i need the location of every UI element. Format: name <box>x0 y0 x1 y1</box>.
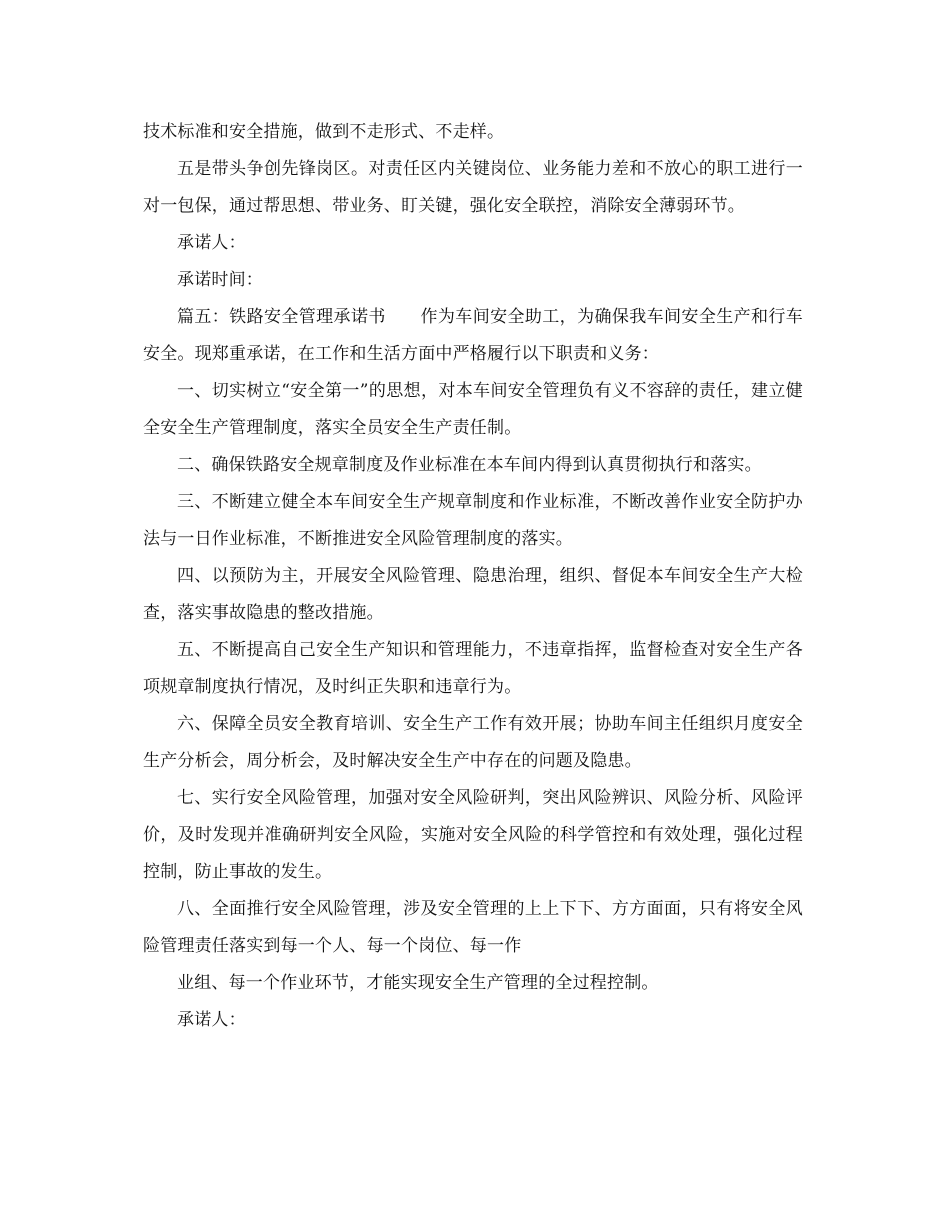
commitment-item-2: 二、确保铁路安全规章制度及作业标准在本车间内得到认真贯彻执行和落实。 <box>177 455 762 475</box>
document-body <box>143 114 803 1039</box>
signatory-label: 承诺人： <box>177 233 246 253</box>
commitment-item-6: 六、保障全员安全教育培训、安全生产工作有效开展；协助车间主任组织月度安全生产分析会，周分析会，及时解决安全生产中存在的问题及隐患。 <box>143 714 803 771</box>
commitment-item-8: 八、全面推行安全风险管理，涉及安全管理的上上下下、方方面面，只有将安全风险管理责任落实到每一个人、每一个岗位、每一作 <box>143 899 803 956</box>
paragraph-continuation: 技术标准和安全措施，做到不走形式、不走样。 <box>143 122 505 142</box>
section-five-intro: 篇五：铁路安全管理承诺书 作为车间安全助工，为确保我车间安全生产和行车安全。现郑重承诺，在工作和生活方面中严格履行以下职责和义务： <box>143 307 803 364</box>
commitment-item-7: 七、实行安全风险管理，加强对安全风险研判，突出风险辨识、风险分析、风险评价，及时发现并准确研判安全风险，实施对安全风险的科学管控和有效处理，强化过程控制，防止事故的发生。 <box>143 788 803 882</box>
commitment-item-8-continued: 业组、每一个作业环节，才能实现安全生产管理的全过程控制。 <box>177 973 659 993</box>
paragraph-item-five: 五是带头争创先锋岗区。对责任区内关键岗位、业务能力差和不放心的职工进行一对一包保，通过帮思想、带业务、盯关键，强化安全联控，消除安全薄弱环节。 <box>143 159 803 216</box>
signatory-label-final: 承诺人： <box>177 1010 246 1030</box>
commitment-item-4: 四、以预防为主，开展安全风险管理、隐患治理，组织、督促本车间安全生产大检查，落实事故隐患的整改措施。 <box>143 566 803 623</box>
commitment-item-3: 三、不断建立健全本车间安全生产规章制度和作业标准，不断改善作业安全防护办法与一日作业标准，不断推进安全风险管理制度的落实。 <box>143 492 803 549</box>
signing-date-label: 承诺时间： <box>177 270 263 290</box>
commitment-item-5: 五、不断提高自己安全生产知识和管理能力，不违章指挥，监督检查对安全生产各项规章制度执行情况，及时纠正失职和违章行为。 <box>143 640 803 697</box>
commitment-item-1: 一、切实树立“安全第一”的思想，对本车间安全管理负有义不容辞的责任，建立健全安全生产管理制度，落实全员安全生产责任制。 <box>143 381 803 438</box>
